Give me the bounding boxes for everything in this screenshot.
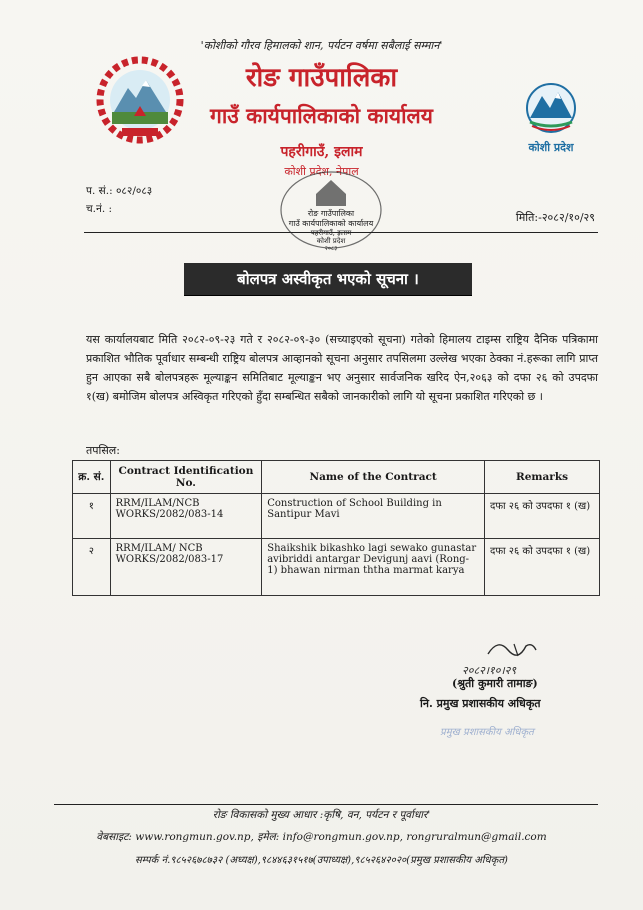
- organization-name: रोङ गाउँपालिका: [245, 63, 398, 93]
- reference-block: [86, 182, 152, 218]
- details-label: तपसिल:: [86, 444, 120, 457]
- signatory-stamp: प्रमुख प्रशासकीय अधिकृत: [440, 727, 534, 738]
- date-value: २०८२/१०/२९: [541, 211, 595, 224]
- table-row: [73, 494, 600, 539]
- notice-body: यस कार्यालयबाट मिति २०८२-०९-२३ गते र २०८२-०९-३० (सच्याइएको सूचना) गतेको हिमालय टाइम्स राष्ट्रिय दैनिक पत्रिकामा प्रकाशित भौतिक पूर्वाधार सम्बन्धी राष्ट्रिय बोलपत्र आव्हानको सूचना अनुसार तपसिलमा उल्लेख भएका ठेक्का नं.हरूका लागि प्राप्त हुन आएका सबै बोलपत्रहरू मूल्याङ्कन समितिबाट मूल्याङ्कन भए अनुसार सार्वजनिक खरिद ऐन,२०६३ को दफा २६ को उपदफा १(ख) बमोजिम बोलपत्र अस्विकृत गरिएको हुँदा सम्बन्धित सबैको जानकारीको लागि यो सूचना प्रकाशित गरिएको छ ।: [86, 333, 598, 403]
- row-sn: २: [73, 539, 111, 596]
- row-contract-id: RRM/ILAM/NCB WORKS/2082/083-14: [110, 494, 262, 539]
- province-line: कोशी प्रदेश, नेपाल: [284, 165, 359, 178]
- date-label: मिति:-: [515, 211, 542, 224]
- table-header-row: [73, 461, 600, 494]
- table-row: [73, 539, 600, 596]
- signature-icon: [448, 636, 578, 680]
- ps-label: प. सं.:: [86, 185, 113, 197]
- header-sn: क्र. सं.: [73, 461, 111, 494]
- row-contract-name: Construction of School Building in Santipur Mavi: [262, 494, 485, 539]
- row-contract-name: Shaikshik bikashko lagi sewako gunastar avibriddi antargar Devigunj aavi (Rong-1) bhawan nirman ththa marmat karya: [262, 539, 485, 596]
- province-logo-label: कोशी प्रदेश: [528, 141, 574, 154]
- contracts-table: [72, 460, 600, 596]
- tagline: 'कोशीको गौरव हिमालको शान, पर्यटन वर्षमा सबैलाई सम्मान': [200, 39, 443, 52]
- place-name: पहरीगाउँ, इलाम: [280, 144, 363, 160]
- header-contract-name: Name of the Contract: [262, 461, 485, 494]
- stamp-line-5: २०८३: [324, 245, 338, 252]
- row-remarks: दफा २६ को उपदफा १ (ख): [485, 494, 600, 539]
- signatory-title: नि. प्रमुख प्रशासकीय अधिकृत: [420, 697, 541, 710]
- office-name: गाउँ कार्यपालिकाको कार्यालय: [210, 103, 433, 128]
- footer-contact-web: वेबसाइट: www.rongmun.gov.np, इमेल: info@rongmun.gov.np, rongruralmun@gmail.com: [96, 831, 547, 843]
- header-contract-id: Contract Identification No.: [110, 461, 262, 494]
- row-remarks: दफा २६ को उपदफा १ (ख): [485, 539, 600, 596]
- stamp-line-3: पहरीगाउँ, इलाम: [310, 229, 352, 237]
- footer-contact-phone: सम्पर्क नं.९८५२६७८७३२ (अध्यक्ष),९८४४६३१५१७(उपाध्यक्ष),९८५२६४२०२०(प्रमुख प्रशासकीय अधिकृत): [135, 855, 508, 866]
- row-contract-id: RRM/ILAM/ NCB WORKS/2082/083-17: [110, 539, 262, 596]
- row-sn: १: [73, 494, 111, 539]
- header-remarks: Remarks: [485, 461, 600, 494]
- stamp-line-4: कोशी प्रदेश: [316, 237, 346, 245]
- chn-label: च.नं. :: [86, 203, 113, 215]
- header-divider: [84, 232, 598, 233]
- footer-divider: [54, 804, 598, 805]
- notice-title: बोलपत्र अस्वीकृत भएको सूचना ।: [184, 263, 472, 295]
- stamp-line-1: रोङ गाउँपालिका: [307, 209, 355, 218]
- signature-date: २०८२।१०।२९: [462, 664, 517, 677]
- signatory-name: (श्रुती कुमारी तामाङ): [452, 677, 538, 690]
- letter-date: [516, 210, 595, 225]
- stamp-line-2: गाउँ कार्यपालिकाको कार्यालय: [288, 219, 374, 228]
- footer-motto: रोङ विकासको मुख्य आधार :कृषि, वन, पर्यटन र पूर्वाधार': [212, 809, 431, 821]
- office-stamp-icon: [276, 168, 386, 252]
- ps-value: ०८२/०८३: [115, 185, 153, 197]
